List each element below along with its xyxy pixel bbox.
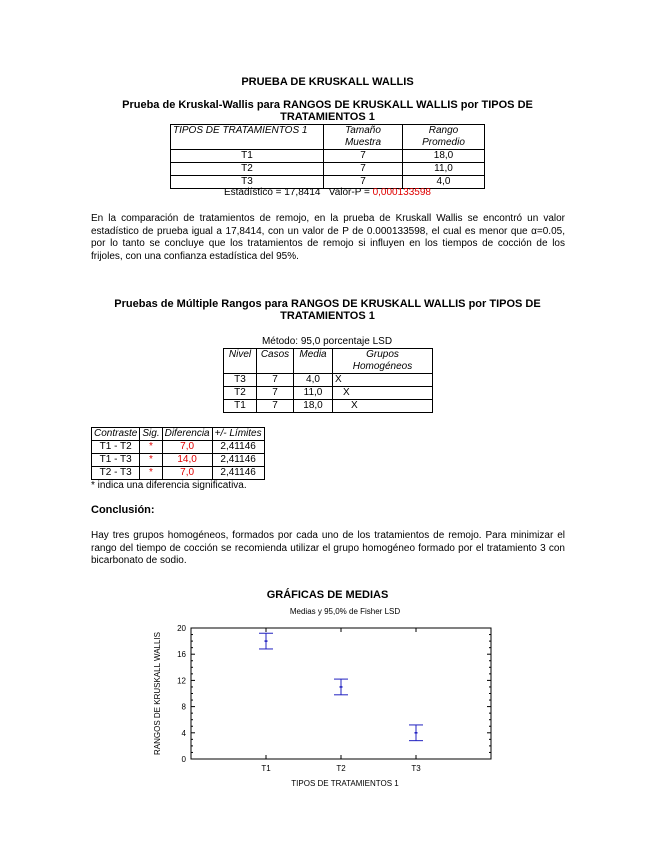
table-row — [224, 400, 433, 413]
kw-cell-tamano: 7 — [324, 150, 403, 163]
chart-ylabel: RANGOS DE KRUSKALL WALLIS — [153, 632, 162, 755]
table-row — [171, 150, 485, 163]
kw-cell-tipo: T3 — [171, 176, 324, 189]
kw-header-rango-2: Promedio — [422, 137, 465, 148]
mr-title-line2: TRATAMIENTOS 1 — [280, 310, 375, 322]
kw-section-title — [100, 99, 555, 123]
kw-cell-rango: 18,0 — [403, 150, 485, 163]
mr-cell-nivel: T3 — [224, 374, 257, 387]
mr-cell-casos: 7 — [257, 374, 294, 387]
mr-cell-media: 4,0 — [294, 374, 333, 387]
mr-cell-grupo: X — [333, 400, 433, 413]
mr-cell-nivel: T1 — [224, 400, 257, 413]
mean-interval-T2 — [334, 679, 348, 695]
mean-interval-T3 — [409, 725, 423, 741]
contrast-cell-diferencia: 7,0 — [162, 467, 212, 480]
significance-footnote: * indica una diferencia significativa. — [91, 480, 247, 491]
chart-title: Medias y 95,0% de Fisher LSD — [289, 607, 401, 616]
kw-interpretation-paragraph: En la comparación de tratamientos de remojo, en la prueba de Kruskall Wallis se encontró un valor estadístico de prueba igual a 17,8414, con un valor de P de 0.000133598, el cual es menor que α=0.05, por lo tanto se concluye que los tratamientos de remojo si influyen en los tiempos de cocción de los frijoles, con una confianza estadística del 95%. — [91, 213, 565, 262]
mr-header-grupos-2: Homogéneos — [352, 361, 413, 372]
contrast-cell-diferencia: 7,0 — [162, 441, 212, 454]
y-tick-label: 4 — [181, 728, 186, 738]
kw-cell-tipo: T2 — [171, 163, 324, 176]
table-row — [92, 441, 265, 454]
x-tick-label: T1 — [261, 764, 271, 773]
contrast-cell-contraste: T2 - T3 — [92, 467, 140, 480]
kw-cell-rango: 11,0 — [403, 163, 485, 176]
contrast-cell-limites: 2,41146 — [212, 467, 264, 480]
kw-header-tamano-2: Muestra — [344, 137, 382, 148]
y-tick-label: 20 — [177, 624, 186, 633]
mr-cell-grupo: X — [333, 387, 433, 400]
kw-cell-tamano: 7 — [324, 163, 403, 176]
mr-cell-casos: 7 — [257, 387, 294, 400]
contrast-cell-contraste: T1 - T3 — [92, 454, 140, 467]
contrast-header-contraste: Contraste — [92, 428, 140, 441]
mr-cell-nivel: T2 — [224, 387, 257, 400]
contrast-cell-sig: * — [140, 441, 162, 454]
chart-xlabel: TIPOS DE TRATAMIENTOS 1 — [291, 779, 399, 788]
table-row — [224, 374, 433, 387]
contrast-header-diferencia: Diferencia — [162, 428, 212, 441]
table-row — [92, 454, 265, 467]
kw-header-tamano — [324, 125, 403, 150]
contrast-cell-contraste: T1 - T2 — [92, 441, 140, 454]
mr-cell-media: 11,0 — [294, 387, 333, 400]
mr-cell-media: 18,0 — [294, 400, 333, 413]
mr-cell-grupo: X — [333, 374, 433, 387]
contrast-header-limites: +/- Límites — [212, 428, 264, 441]
kw-table — [170, 124, 485, 189]
y-tick-label: 8 — [181, 702, 186, 712]
conclusion-paragraph: Hay tres grupos homogéneos, formados por cada uno de los tratamientos de remojo. Para minimizar el rango del tiempo de cocción se recomienda utilizar el grupo homogéneo formado por el tratamiento 3 con bicarbonato de sodio. — [91, 530, 565, 566]
multiple-ranges-title — [100, 298, 555, 322]
y-tick-label: 16 — [177, 650, 186, 660]
kw-cell-rango: 4,0 — [403, 176, 485, 189]
mr-header-nivel: Nivel — [224, 349, 257, 374]
kw-cell-tipo: T1 — [171, 150, 324, 163]
contrast-cell-sig: * — [140, 467, 162, 480]
chart-marks — [259, 633, 423, 740]
y-tick-label: 12 — [177, 676, 186, 686]
kw-p-value: 0,000133598 — [372, 187, 431, 198]
contrast-header-sig: Sig. — [140, 428, 162, 441]
kw-statistic-label: Estadístico = 17,8414 Valor-P = — [223, 187, 373, 198]
kw-header-tipo: TIPOS DE TRATAMIENTOS 1 — [171, 125, 324, 150]
chart-section-title: GRÁFICAS DE MEDIAS — [266, 589, 389, 601]
table-row — [171, 163, 485, 176]
kw-header-tamano-1: Tamaño — [345, 125, 381, 136]
mr-header-grupos-1: Grupos — [366, 349, 399, 360]
kw-header-rango — [403, 125, 485, 150]
main-title: PRUEBA DE KRUSKALL WALLIS — [241, 76, 414, 88]
mr-method: Método: 95,0 porcentaje LSD — [261, 336, 393, 347]
y-tick-label: 0 — [181, 755, 186, 764]
mr-header-grupos — [333, 349, 433, 374]
conclusion-heading: Conclusión: — [91, 504, 155, 516]
kw-statistic-line — [0, 187, 655, 198]
kw-cell-tamano: 7 — [324, 176, 403, 189]
contrast-cell-sig: * — [140, 454, 162, 467]
contrast-cell-limites: 2,41146 — [212, 454, 264, 467]
homogeneous-groups-table — [223, 348, 433, 413]
kw-table-header — [171, 125, 485, 150]
axis-ticks — [177, 624, 491, 773]
x-tick-label: T2 — [336, 764, 346, 773]
kw-title-line2: TRATAMIENTOS 1 — [280, 111, 375, 123]
means-chart — [150, 600, 510, 795]
kw-title-line1: Prueba de Kruskal-Wallis para RANGOS DE KRUSKALL WALLIS por TIPOS DE — [122, 99, 533, 111]
mean-interval-T1 — [259, 633, 273, 649]
mr-title-line1: Pruebas de Múltiple Rangos para RANGOS DE KRUSKALL WALLIS por TIPOS DE — [114, 298, 541, 310]
x-tick-label: T3 — [411, 764, 421, 773]
mr-cell-casos: 7 — [257, 400, 294, 413]
table-row — [224, 387, 433, 400]
mr-table-header — [224, 349, 433, 374]
mr-header-media: Media — [294, 349, 333, 374]
contrast-cell-diferencia: 14,0 — [162, 454, 212, 467]
kw-header-rango-1: Rango — [428, 125, 459, 136]
table-row — [92, 467, 265, 480]
contrast-table — [91, 427, 265, 480]
contrast-table-header — [92, 428, 265, 441]
mr-header-casos: Casos — [257, 349, 294, 374]
contrast-cell-limites: 2,41146 — [212, 441, 264, 454]
